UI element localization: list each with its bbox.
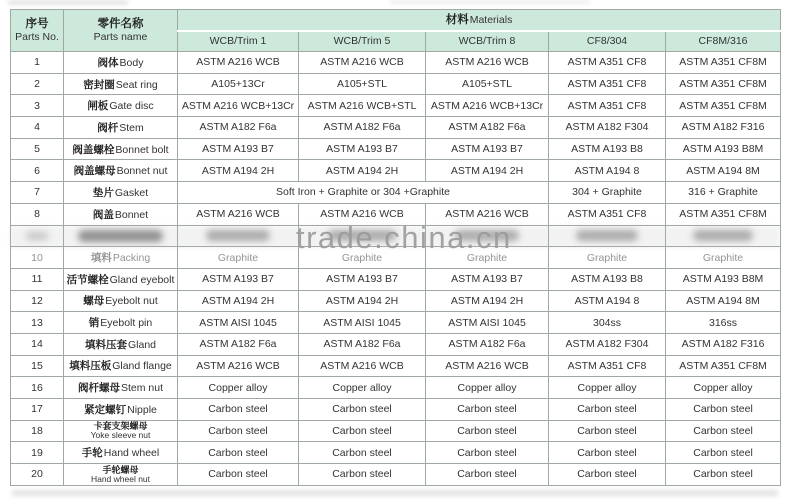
parts-name-cell [64,333,178,355]
material-value-cell: Copper alloy [549,377,666,399]
scan-smudge-top-left [8,0,128,5]
material-value-cell: ASTM A216 WCB [426,203,549,225]
part-name-en: Gland [127,338,157,351]
parts-no-cell [11,225,64,247]
header-parts-name-en: Parts name [93,31,148,44]
material-value-cell: ASTM A193 B7 [299,268,426,290]
part-name-en: Hand wheel [103,447,160,460]
material-value-cell: ASTM AISI 1045 [299,312,426,334]
material-value-cell: Carbon steel [666,464,781,486]
material-value-cell: Carbon steel [178,420,299,442]
header-materials [178,10,781,31]
parts-name-cell [64,138,178,160]
part-name-en: Stem nut [120,382,164,395]
obscured-text-smudge [693,230,754,241]
parts-name-cell [64,290,178,312]
material-value-cell: ASTM A194 2H [178,290,299,312]
material-value-cell: Graphite [426,247,549,269]
material-value-cell: ASTM A193 B8 [549,268,666,290]
part-name-cn: 手轮螺母 [102,464,139,475]
parts-no-cell: 3 [11,95,64,117]
table-row [11,247,781,269]
material-value-cell: ASTM A351 CF8 [549,355,666,377]
part-name-cn: 阀盖螺母 [73,165,116,178]
part-name-en: Gasket [114,186,149,199]
material-value-cell: Carbon steel [666,399,781,421]
part-name-cn: 阀杆 [97,121,119,134]
parts-no-cell: 1 [11,52,64,74]
parts-name-cell [64,95,178,117]
parts-table-body [11,52,781,486]
material-value-cell: 316 + Graphite [666,182,781,204]
header-parts-name [64,10,178,52]
parts-no-cell: 4 [11,117,64,139]
part-name-cn: 填料压套 [84,338,127,351]
part-name-cn: 销 [88,317,100,330]
material-value-cell: ASTM A351 CF8M [666,355,781,377]
part-name-cn: 密封圈 [83,78,115,91]
table-row [11,117,781,139]
header-parts-no-en: Parts No. [15,31,59,44]
header-materials-en: Materials [469,13,513,26]
obscured-text-smudge [328,230,395,241]
part-name-cn: 手轮 [81,447,103,460]
part-name-en: Yoke sleeve nut [90,430,151,441]
table-row [11,312,781,334]
part-name-cn: 活节螺栓 [66,273,109,286]
parts-no-cell: 6 [11,160,64,182]
table-row [11,290,781,312]
obscured-text-smudge [576,230,638,241]
material-value-cell: ASTM A351 CF8M [666,203,781,225]
header-materials-cn: 材料 [445,13,469,26]
material-value-cell: Carbon steel [549,420,666,442]
material-value-cell: ASTM A351 CF8 [549,95,666,117]
material-value-cell: ASTM A182 F316 [666,333,781,355]
part-name-en: Eyebolt nut [105,295,158,308]
material-value-cell: ASTM A182 F6a [426,117,549,139]
table-row [11,420,781,442]
material-value-cell: ASTM A216 WCB+13Cr [178,95,299,117]
parts-name-cell [64,420,178,442]
header-col-wcb-trim8: WCB/Trim 8 [426,31,549,52]
part-name-en: Nipple [127,403,157,416]
material-value-cell: Copper alloy [666,377,781,399]
parts-name-cell [64,268,178,290]
material-value-cell: Copper alloy [426,377,549,399]
header-col-wcb-trim5: WCB/Trim 5 [299,31,426,52]
material-value-cell: Carbon steel [666,442,781,464]
material-value-cell: 304 + Graphite [549,182,666,204]
material-value-cell [299,225,426,247]
parts-no-cell: 10 [11,247,64,269]
material-value-cell: Carbon steel [299,420,426,442]
material-value-cell: ASTM A216 WCB+13Cr [426,95,549,117]
material-value-cell: A105+13Cr [178,73,299,95]
material-value-cell: Carbon steel [299,399,426,421]
material-value-cell: Carbon steel [666,420,781,442]
part-name-cn: 阀盖螺栓 [72,143,115,156]
material-value-cell: ASTM A216 WCB [299,355,426,377]
obscured-text-smudge [26,232,48,240]
parts-no-cell: 8 [11,203,64,225]
part-name-cn: 卡套支架螺母 [93,421,148,432]
scan-smudge-bottom [12,490,778,496]
part-name-cn: 阀体 [97,56,119,69]
parts-materials-table [10,9,781,486]
part-name-en: Gland flange [112,360,172,373]
material-value-cell: ASTM A193 B8M [666,138,781,160]
header-parts-no-cn: 序号 [25,18,49,31]
material-value-cell: A105+STL [299,73,426,95]
material-value-cell: ASTM A182 F6a [426,333,549,355]
material-value-cell: 316ss [666,312,781,334]
material-value-cell: ASTM A351 CF8 [549,73,666,95]
material-value-cell: ASTM A194 2H [299,160,426,182]
header-parts-name-cn: 零件名称 [97,18,144,31]
parts-no-cell: 18 [11,420,64,442]
parts-name-cell [64,247,178,269]
material-value-cell: Copper alloy [178,377,299,399]
material-value-cell: ASTM A193 B7 [178,268,299,290]
material-value-cell: ASTM A216 WCB [299,52,426,74]
material-value-cell: Carbon steel [178,464,299,486]
table-row [11,399,781,421]
material-value-cell: ASTM A182 F6a [299,117,426,139]
material-value-cell: ASTM A194 2H [299,290,426,312]
parts-no-cell: 13 [11,312,64,334]
material-value-cell: Carbon steel [426,442,549,464]
parts-name-cell [64,312,178,334]
part-name-en: Packing [112,252,151,265]
part-name-cn: 垫片 [92,186,114,199]
material-value-cell: Carbon steel [549,442,666,464]
material-value-cell: Graphite [178,247,299,269]
material-value-cell: Carbon steel [178,399,299,421]
parts-no-cell: 16 [11,377,64,399]
material-value-cell: 304ss [549,312,666,334]
material-value-cell: ASTM AISI 1045 [426,312,549,334]
header-col-cf8m-316: CF8M/316 [666,31,781,52]
material-value-cell: Graphite [666,247,781,269]
parts-name-cell [64,225,178,247]
part-name-cn: 阀盖 [92,208,114,221]
material-value-cell: ASTM A182 F304 [549,117,666,139]
material-value-cell: ASTM A216 WCB [426,355,549,377]
part-name-cn: 闸板 [87,100,109,113]
parts-name-cell [64,399,178,421]
material-value-cell: ASTM A193 B8 [549,138,666,160]
material-value-cell: ASTM A193 B7 [426,268,549,290]
material-value-cell: Carbon steel [549,399,666,421]
material-value-cell: Carbon steel [426,420,549,442]
scan-smudge-top-center [390,0,590,4]
obscured-text-smudge [206,230,270,241]
material-value-cell: ASTM A216 WCB [178,203,299,225]
header-col-wcb-trim1: WCB/Trim 1 [178,31,299,52]
header-parts-no [11,10,64,52]
table-row [11,138,781,160]
table-row [11,95,781,117]
material-value-cell: ASTM A194 2H [426,160,549,182]
table-row [11,160,781,182]
part-name-en: Bonnet nut [116,165,168,178]
material-value-cell: ASTM A182 F6a [178,333,299,355]
table-row [11,268,781,290]
parts-name-cell [64,117,178,139]
material-value-cell: Carbon steel [549,464,666,486]
table-row [11,52,781,74]
material-value-cell: Carbon steel [426,464,549,486]
material-value-cell: ASTM A194 8 [549,160,666,182]
material-value-cell [666,225,781,247]
parts-name-cell [64,73,178,95]
material-value-cell: ASTM AISI 1045 [178,312,299,334]
obscured-text-smudge [78,230,163,242]
part-name-en: Seat ring [115,78,158,91]
material-value-cell: ASTM A182 F6a [178,117,299,139]
parts-no-cell: 14 [11,333,64,355]
material-value-cell: Graphite [549,247,666,269]
parts-no-cell: 20 [11,464,64,486]
material-value-cell: Carbon steel [299,442,426,464]
table-row [11,333,781,355]
material-value-cell: ASTM A194 2H [178,160,299,182]
material-value-cell: Carbon steel [178,442,299,464]
parts-no-cell: 19 [11,442,64,464]
material-value-cell: ASTM A351 CF8 [549,203,666,225]
material-value-cell: ASTM A194 8M [666,160,781,182]
material-value-cell: Carbon steel [426,399,549,421]
material-value-cell [426,225,549,247]
material-value-cell: ASTM A351 CF8M [666,73,781,95]
material-value-cell: ASTM A216 WCB [426,52,549,74]
parts-no-cell: 12 [11,290,64,312]
material-value-cell: ASTM A193 B8M [666,268,781,290]
parts-no-cell: 11 [11,268,64,290]
material-value-cell: ASTM A216 WCB [299,203,426,225]
parts-no-cell: 2 [11,73,64,95]
material-value-cell: ASTM A351 CF8M [666,52,781,74]
table-row [11,225,781,247]
material-value-cell: ASTM A216 WCB+STL [299,95,426,117]
material-value-cell: ASTM A193 B7 [299,138,426,160]
material-value-cell: ASTM A194 2H [426,290,549,312]
table-row [11,442,781,464]
parts-name-cell [64,203,178,225]
part-name-en: Bonnet [114,208,149,221]
parts-no-cell: 15 [11,355,64,377]
part-name-en: Bonnet bolt [115,143,169,156]
parts-name-cell [64,52,178,74]
material-value-cell [549,225,666,247]
header-row-top [11,10,781,31]
material-value-cell: Copper alloy [299,377,426,399]
part-name-en: Stem [119,121,144,134]
part-name-en: Gate disc [109,100,154,113]
parts-name-cell [64,464,178,486]
header-col-cf8-304: CF8/304 [549,31,666,52]
part-name-cn: 阀杆螺母 [77,382,120,395]
material-value-cell: ASTM A216 WCB [178,52,299,74]
part-name-cn: 紧定螺钉 [84,403,127,416]
material-value-cell: ASTM A193 B7 [426,138,549,160]
material-value-cell: ASTM A194 8 [549,290,666,312]
table-row [11,355,781,377]
parts-name-cell [64,182,178,204]
table-row [11,182,781,204]
part-name-en: Eyebolt pin [100,317,153,330]
material-value-cell: ASTM A351 CF8M [666,95,781,117]
material-value-cell [178,225,299,247]
parts-no-cell: 7 [11,182,64,204]
material-value-cell: ASTM A193 B7 [178,138,299,160]
parts-name-cell [64,377,178,399]
table-row [11,73,781,95]
part-name-en: Hand wheel nut [90,473,151,484]
parts-no-cell: 17 [11,399,64,421]
material-value-cell-merged: Soft Iron + Graphite or 304 +Graphite [178,182,549,204]
part-name-cn: 填料压板 [69,360,112,373]
parts-name-cell [64,442,178,464]
material-value-cell: ASTM A182 F6a [299,333,426,355]
part-name-en: Gland eyebolt [109,273,175,286]
material-value-cell: Graphite [299,247,426,269]
material-value-cell: ASTM A182 F316 [666,117,781,139]
parts-name-cell [64,355,178,377]
material-value-cell: ASTM A194 8M [666,290,781,312]
table-row [11,464,781,486]
parts-name-cell [64,160,178,182]
material-value-cell: A105+STL [426,73,549,95]
watermark: trade.china.cn [296,220,512,255]
material-value-cell: ASTM A182 F304 [549,333,666,355]
part-name-cn: 螺母 [83,295,105,308]
table-row [11,203,781,225]
parts-no-cell: 5 [11,138,64,160]
obscured-text-smudge [455,230,520,241]
part-name-cn: 填料 [90,252,112,265]
part-name-en: Body [119,56,144,69]
material-value-cell: ASTM A351 CF8 [549,52,666,74]
material-value-cell: Carbon steel [299,464,426,486]
table-row [11,377,781,399]
material-value-cell: ASTM A216 WCB [178,355,299,377]
